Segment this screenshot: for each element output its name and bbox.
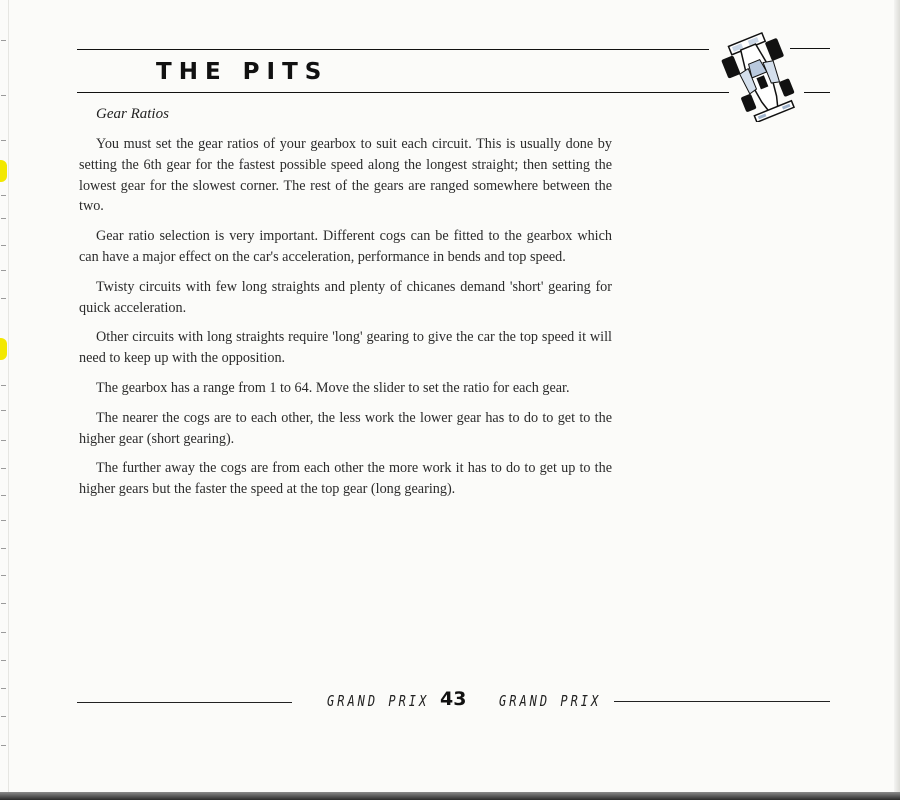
binding-tick	[1, 716, 6, 717]
binding-tick	[1, 440, 6, 441]
binding-tick	[1, 520, 6, 521]
binding-tick	[1, 495, 6, 496]
header-rule-bottom	[77, 92, 729, 93]
binding-tick	[1, 575, 6, 576]
footer-rule-right	[614, 701, 830, 702]
binding-tick	[1, 218, 6, 219]
page-right-edge	[894, 0, 900, 800]
page-binding-edge	[0, 0, 9, 800]
binding-tick	[1, 40, 6, 41]
binding-tick	[1, 298, 6, 299]
binding-tick	[1, 688, 6, 689]
paragraph: Other circuits with long straights require 'long' gearing to give the car the top speed it will need to keep up with the opposition.	[79, 329, 612, 367]
binding-marker	[0, 338, 7, 360]
paragraph: Twisty circuits with few long straights and plenty of chicanes demand 'short' gearing for quick acceleration.	[79, 278, 612, 316]
paragraph: You must set the gear ratios of your gearbox to suit each circuit. This is usually done by setting the 6th gear for the fastest possible speed along the longest straight; then setting the lowest gear for the slowest corner. The rest of the gears are ranged somewhere between the two.	[79, 136, 612, 215]
binding-tick	[1, 270, 6, 271]
binding-tick	[1, 95, 6, 96]
footer-brand-right: GRAND PRIX	[499, 692, 602, 710]
paragraph: Gear ratio selection is very important. Different cogs can be fitted to the gearbox which can have a major effect on the car's acceleration, performance in bends and top speed.	[79, 228, 612, 265]
page-bottom-edge	[0, 792, 900, 800]
paragraph: The gearbox has a range from 1 to 64. Move the slider to set the ratio for each gear.	[96, 379, 570, 396]
binding-tick	[1, 660, 6, 661]
binding-tick	[1, 195, 6, 196]
binding-tick	[1, 385, 6, 386]
header-rule-top	[77, 49, 709, 50]
footer-brand-left: GRAND PRIX	[327, 692, 430, 710]
page-number: 43	[440, 688, 467, 710]
binding-tick	[1, 245, 6, 246]
binding-tick	[1, 548, 6, 549]
binding-tick	[1, 468, 6, 469]
paragraph: The nearer the cogs are to each other, the less work the lower gear has to do to get to the higher gear (short gearing).	[79, 409, 612, 447]
race-car-icon	[712, 30, 812, 122]
page-content	[79, 104, 612, 509]
binding-tick	[1, 140, 6, 141]
page-title: THE PITS	[156, 59, 329, 85]
paragraph: The further away the cogs are from each other the more work it has to do to get up to the higher gears but the faster the speed at the top gear (long gearing).	[79, 460, 612, 498]
binding-tick	[1, 632, 6, 633]
binding-tick	[1, 410, 6, 411]
binding-tick	[1, 745, 6, 746]
binding-tick	[1, 603, 6, 604]
footer-rule-left	[77, 702, 292, 703]
binding-marker	[0, 160, 7, 182]
section-heading: Gear Ratios	[96, 106, 169, 122]
